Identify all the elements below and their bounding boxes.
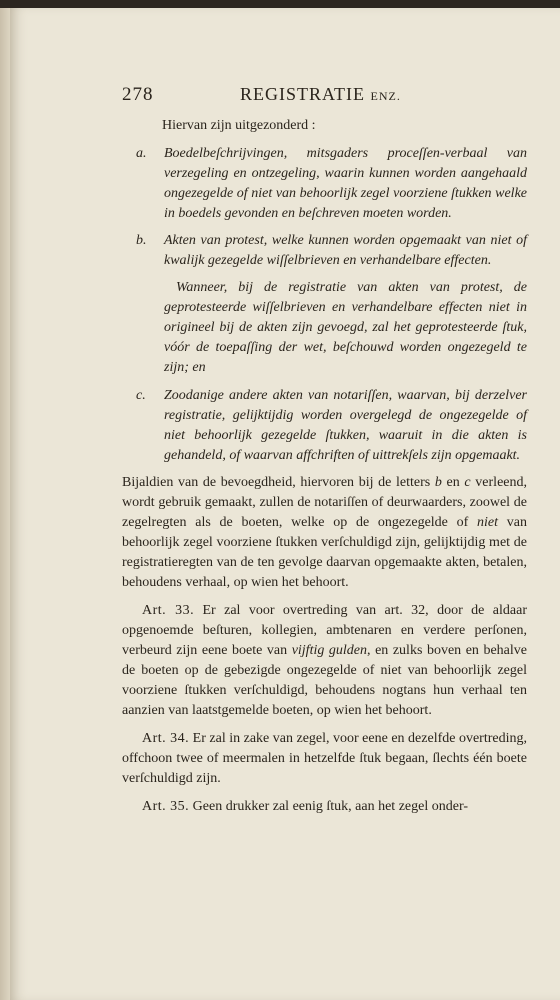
paragraph [122,473,527,593]
article-label: Art. 35. [142,799,190,814]
item-letter: c. [136,388,146,403]
page-gutter [0,8,10,1000]
article-text: , en zulks boven en behalve de boeten op de gebezigde ongezegelde of niet van behoorlijk zegel voorziene ſtukken verſchuldigd, behoudens nogtans hun verhaal ten aanzien van laatstgemelde boeten, op wien het behoort. [122,643,528,718]
paragraph-text: en [441,475,465,490]
running-head-suffix: ENZ. [370,89,401,103]
paragraph-text: verleend, wordt gebruik gemaakt, zullen de notariſſen of deurwaarders, zoowel de zegelregten als de boeten, welke op de ongezegelde of [122,475,527,530]
article-text: Geen drukker zal eenig ſtuk, aan het zegel onder- [189,799,468,814]
intro-line: Hiervan zijn uitgezonderd : [162,118,316,133]
page-number: 278 [122,84,154,105]
article-text: Er zal in zake van zegel, voor eene en dezelfde overtreding, offchoon twee of meermalen in hetzelfde ſtuk begaan, ſlechts één boete verſchuldigd zijn. [122,731,527,786]
list-item-b [122,231,527,271]
article-text: Er zal voor overtreding van art. 32, door de aldaar opgenoemde beſturen, kollegien, ambtenaren en verdere perſonen, verbeurd zijn eene boete van [122,603,527,658]
page-body [122,116,527,825]
item-letter: a. [136,146,147,161]
item-text: Boedelbeſchrijvingen, mitsgaders proceſſen-verbaal van verzegeling en ontzegeling, waarin kunnen worden aangehaald ongezegelde of niet van behoorlijk zegel voorziene ſtukken welke in boedels gevonden en beſchreven moeten worden. [164,146,527,221]
item-letter: b. [136,233,147,248]
emphasis-niet: niet [477,515,499,530]
page-header [122,84,512,108]
letter-c: c [464,475,471,490]
running-head-title: REGISTRATIE [240,84,365,104]
sub-paragraph: Wanneer, bij de registratie van akten van protest, de geprotesteerde wiſſelbrieven en verhandelbare effecten niet in origineel bij de akten zijn gevoegd, zal het geprotesteerde ſtuk, vóór de toepaſſing der wet, beſchouwd worden ongezegeld te zijn; en [164,280,527,375]
letter-b: b [434,475,442,490]
list-item-c [122,386,527,466]
article-35 [122,797,527,817]
item-text: Zoodanige andere akten van notariſſen, waarvan, bij derzelver registratie, gelijktijdig worden overgelegd de ongezegelde of niet behoorlijk gezegelde ſtukken, waaruit in die akten is gehandeld, of waarvan affchriften of uittrekſels zijn opgemaakt. [164,388,527,463]
article-emphasis: vijftig gulden [291,643,368,658]
article-33 [122,601,527,721]
item-text: Akten van protest, welke kunnen worden opgemaakt van niet of kwalijk gezegelde wiſſelbrieven en verhandelbare effecten. [164,233,527,268]
article-label: Art. 34. [142,731,190,746]
article-34 [122,729,527,789]
article-label: Art. 33. [142,603,195,618]
list-item-a [122,144,527,224]
top-border [0,0,560,8]
running-head [240,84,401,105]
paragraph-text: van behoorlijk zegel voorziene ſtukken verſchuldigd zijn, gelijktijdig met de registratieregten van de ten gevolge daarvan opgemaakte akten, betalen, behoudens verhaal, op wien het behoort. [122,515,528,590]
paragraph-text: Bijaldien van de bevoegdheid, hiervoren bij de letters [122,475,435,490]
